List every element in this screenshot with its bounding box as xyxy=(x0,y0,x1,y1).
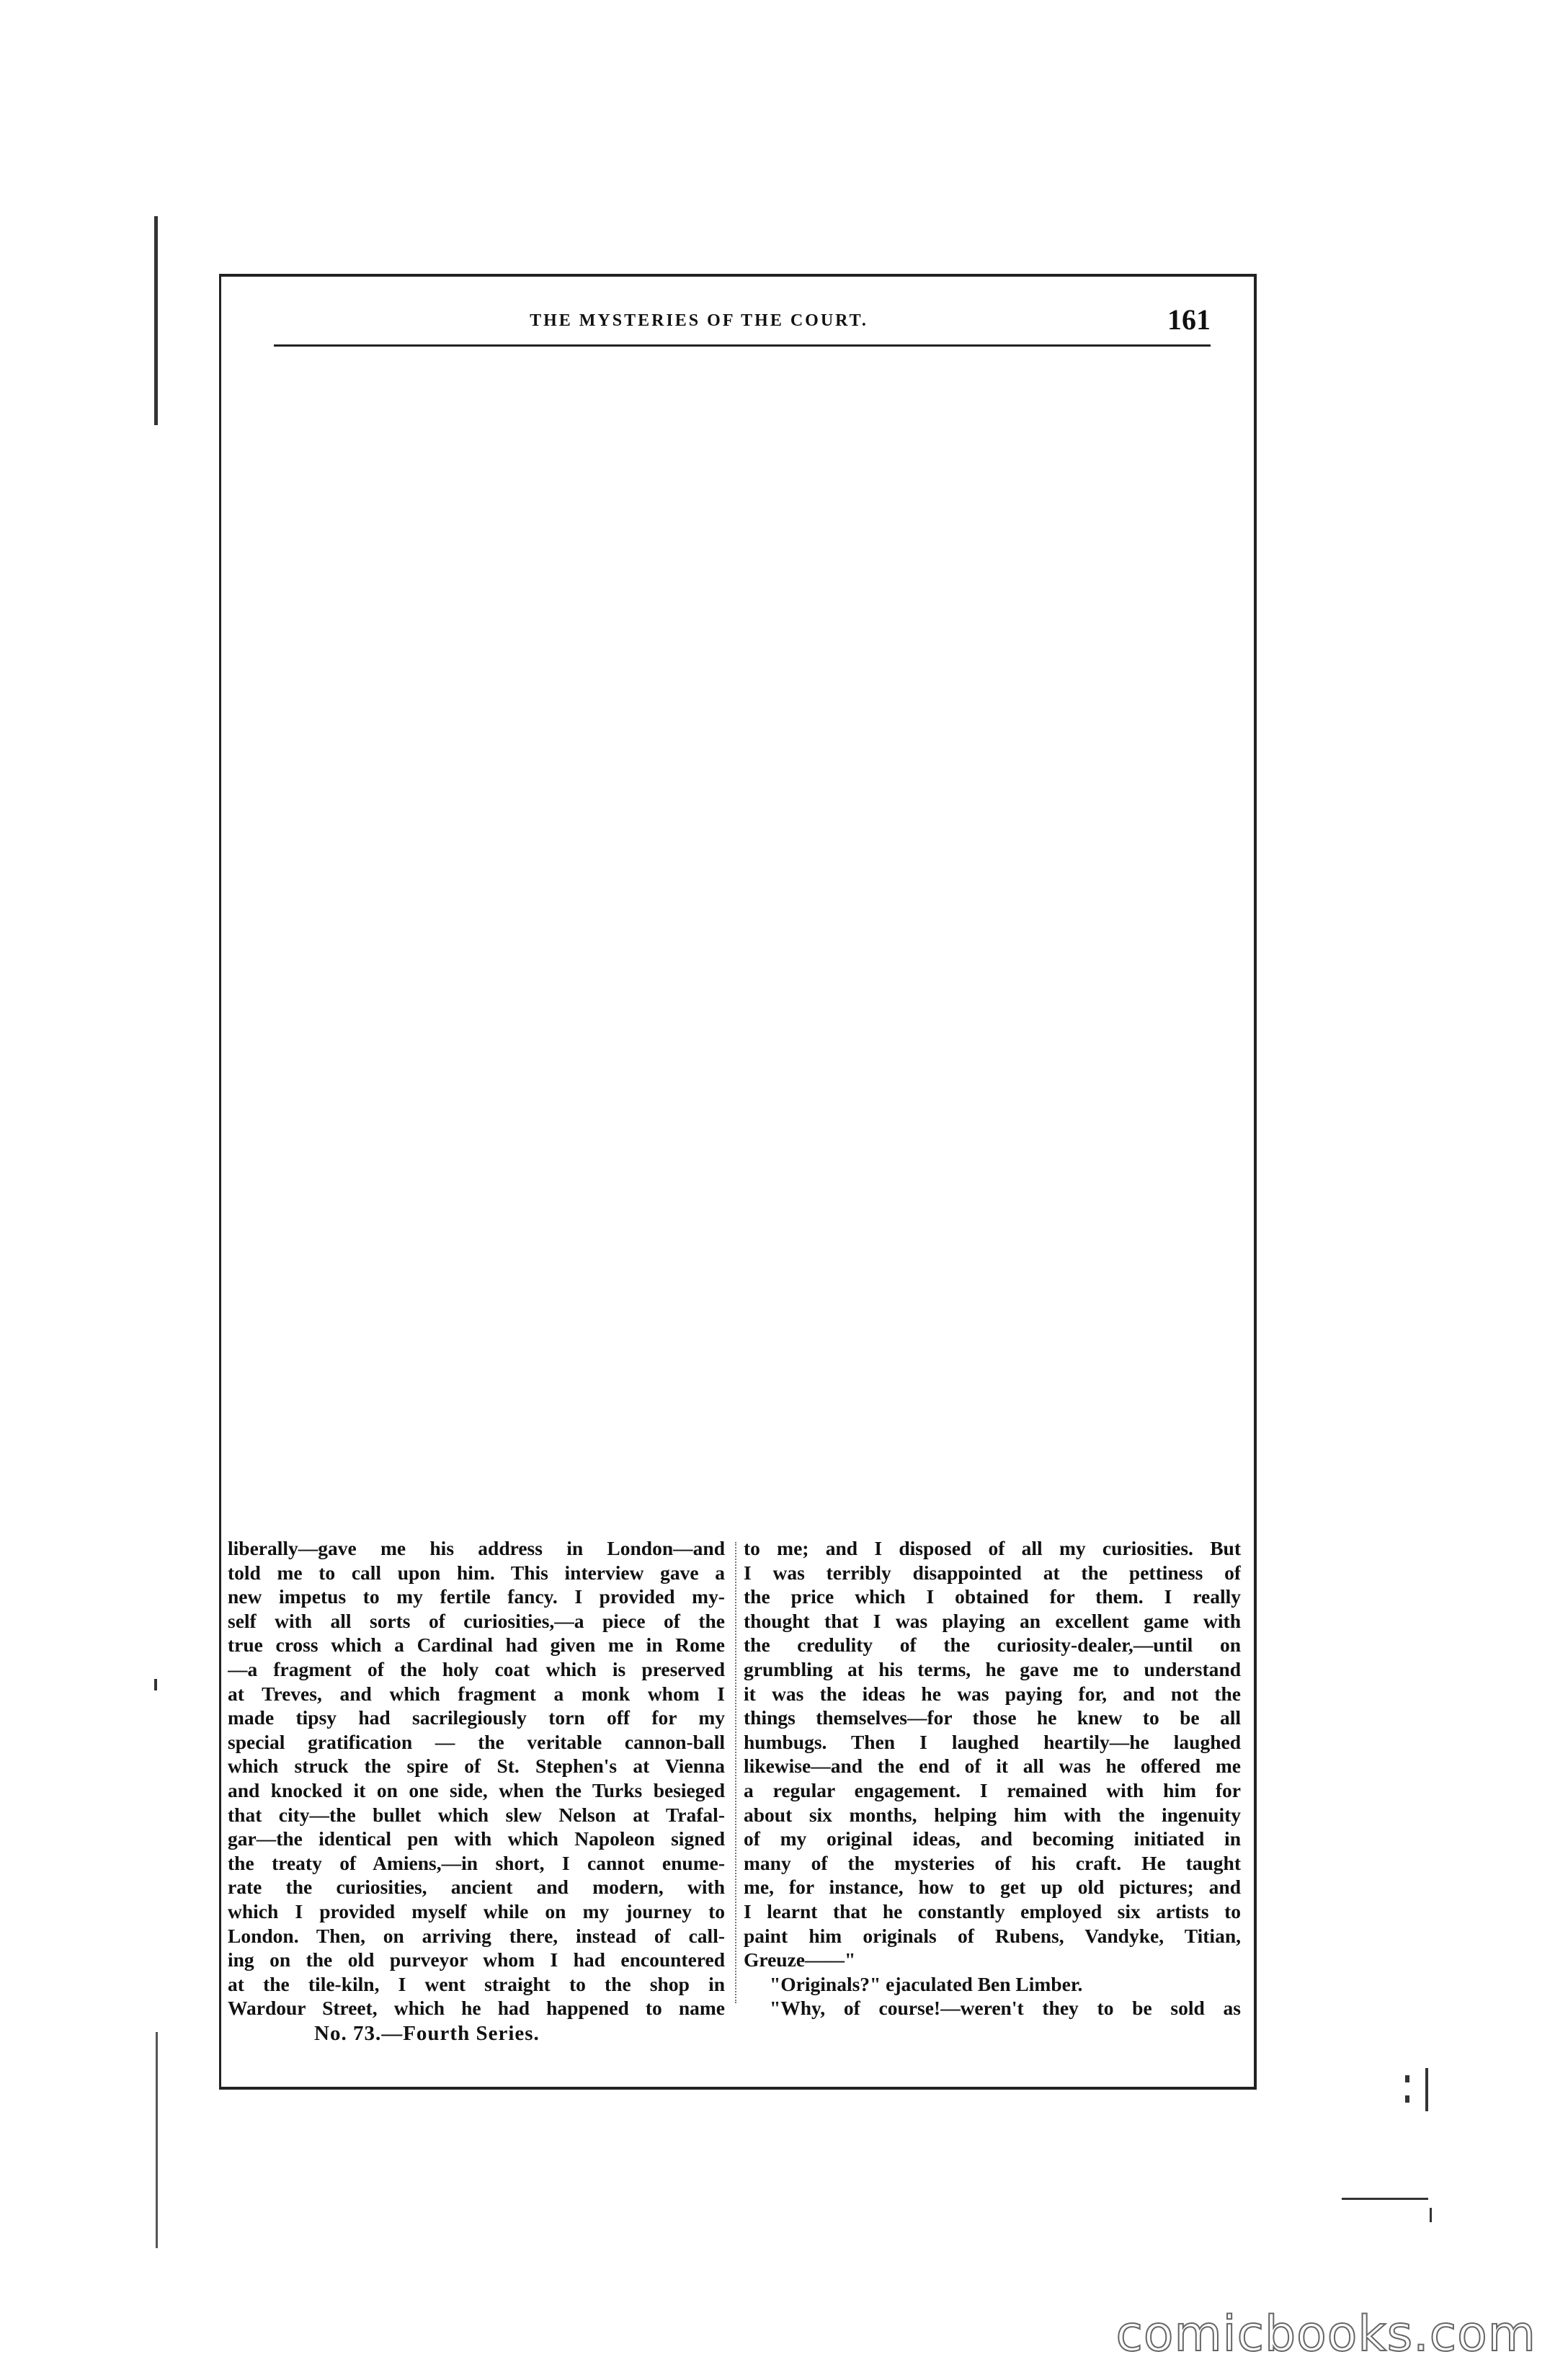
text-line: of my original ideas, and becoming initiated in xyxy=(744,1827,1241,1850)
text-line: humbugs. Then I laughed heartily—he laughed xyxy=(744,1730,1241,1753)
page-number: 161 xyxy=(1167,303,1211,336)
text-line: and knocked it on one side, when the Turks besieged xyxy=(228,1778,725,1801)
right-column xyxy=(744,1536,1241,2020)
text-line: which I provided myself while on my journey to xyxy=(228,1899,725,1922)
text-line: London. Then, on arriving there, instead of call- xyxy=(228,1924,725,1947)
scan-mark xyxy=(1430,2208,1432,2222)
watermark-text: comicbooks.com xyxy=(1115,2306,1536,2363)
text-line: made tipsy had sacrilegiously torn off for my xyxy=(228,1706,725,1729)
text-line: me, for instance, how to get up old pictures; and xyxy=(744,1876,1241,1899)
part-signature: No. 73.—Fourth Series. xyxy=(314,2021,540,2045)
text-line: which struck the spire of St. Stephen's at Vienna xyxy=(228,1755,725,1778)
text-line: likewise—and the end of it all was he offered me xyxy=(744,1755,1241,1778)
dialogue-line: "Originals?" ejaculated Ben Limber. xyxy=(770,1972,1083,1995)
column-rule xyxy=(735,1542,736,2003)
text-line: grumbling at his terms, he gave me to understand xyxy=(744,1657,1241,1680)
scan-mark xyxy=(1405,2075,1409,2082)
running-title: THE MYSTERIES OF THE COURT. xyxy=(530,311,868,330)
running-head xyxy=(274,303,1211,347)
text-line: I was terribly disappointed at the pettiness of xyxy=(744,1561,1241,1584)
text-line: the price which I obtained for them. I really xyxy=(744,1585,1241,1608)
text-line: many of the mysteries of his craft. He taught xyxy=(744,1851,1241,1874)
text-line: gar—the identical pen with which Napoleon signed xyxy=(228,1827,725,1850)
text-line: things themselves—for those he knew to be all xyxy=(744,1706,1241,1729)
scan-mark xyxy=(156,2032,158,2248)
text-line: new impetus to my fertile fancy. I provided my- xyxy=(228,1585,725,1608)
text-line: rate the curiosities, ancient and modern, with xyxy=(228,1876,725,1899)
text-line: self with all sorts of curiosities,—a piece of the xyxy=(228,1609,725,1632)
left-column xyxy=(228,1536,725,2046)
text-line: told me to call upon him. This interview gave a xyxy=(228,1561,725,1584)
text-line: Wardour Street, which he had happened to name xyxy=(228,1997,725,2020)
text-line: paint him originals of Rubens, Vandyke, Titian, xyxy=(744,1924,1241,1947)
text-line: —a fragment of the holy coat which is preserved xyxy=(228,1657,725,1680)
text-line: a regular engagement. I remained with him for xyxy=(744,1778,1241,1801)
text-line: at Treves, and which fragment a monk whom I xyxy=(228,1682,725,1705)
scan-mark xyxy=(154,216,158,425)
text-line: ing on the old purveyor whom I had encountered xyxy=(228,1948,725,1971)
text-line: liberally—gave me his address in London—and xyxy=(228,1537,725,1559)
text-line: the credulity of the curiosity-dealer,—until on xyxy=(744,1634,1241,1657)
text-line: to me; and I disposed of all my curiosities. But xyxy=(744,1537,1241,1559)
text-line: about six months, helping him with the ingenuity xyxy=(744,1803,1241,1826)
text-line: Greuze——" xyxy=(744,1948,856,1971)
scan-mark xyxy=(1405,2095,1409,2103)
scan-mark xyxy=(1342,2198,1428,2200)
scan-mark xyxy=(1425,2068,1428,2111)
text-line: the treaty of Amiens,—in short, I cannot enume- xyxy=(228,1851,725,1874)
text-line: it was the ideas he was paying for, and not the xyxy=(744,1682,1241,1705)
text-line: special gratification — the veritable cannon-ball xyxy=(228,1730,725,1753)
text-line: that city—the bullet which slew Nelson at Trafal- xyxy=(228,1803,725,1826)
text-line: I learnt that he constantly employed six artists to xyxy=(744,1899,1241,1922)
text-line: thought that I was playing an excellent game with xyxy=(744,1609,1241,1632)
illustration-area xyxy=(238,360,1239,1520)
text-line: at the tile-kiln, I went straight to the shop in xyxy=(228,1972,725,1995)
text-line: true cross which a Cardinal had given me in Rome xyxy=(228,1634,725,1657)
scan-mark xyxy=(154,1679,157,1690)
dialogue-line: "Why, of course!—weren't they to be sold as xyxy=(770,1997,1241,2020)
